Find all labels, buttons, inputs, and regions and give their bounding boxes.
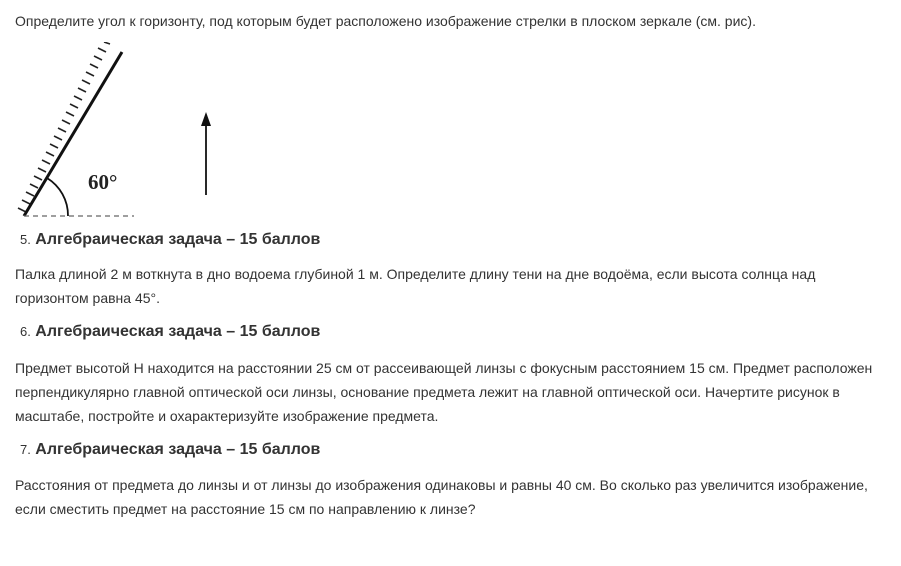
task-5-text: Палка длиной 2 м воткнута в дно водоема глубиной 1 м. Определите длину тени на дне водоёма, если высота солнца над горизонтом равна 45°. — [15, 266, 816, 306]
task-5-heading — [20, 230, 320, 250]
task-5-number: 5. — [20, 232, 31, 247]
angle-label: 60° — [88, 170, 118, 194]
task-5-title: Алгебраическая задача – 15 баллов — [35, 231, 321, 248]
intro-text: Определите угол к горизонту, под которым будет расположено изображение стрелки в плоском зеркале (см. рис). — [15, 13, 756, 29]
task-6-text: Предмет высотой Н находится на расстоянии 25 см от рассеивающей линзы с фокусным расстоянием 15 см. Предмет расположен перпендикулярно главной оптической оси линзы, основание предмета лежит на главной оптической оси. Начертите рисунок в масштабе, постройте и охарактеризуйте изображение предмета. — [15, 360, 873, 424]
task-6-title: Алгебраическая задача – 15 баллов — [35, 323, 321, 340]
angle-arc — [47, 178, 68, 216]
task-7-heading — [20, 440, 320, 460]
task-7-text: Расстояния от предмета до линзы и от линзы до изображения одинаковы и равны 40 см. Во сколько раз увеличится изображение, если сместить предмет на расстояние 15 см по направлению к линзе? — [15, 477, 868, 517]
task-6-number: 6. — [20, 324, 31, 339]
task-7-title: Алгебраическая задача – 15 баллов — [35, 441, 321, 458]
mirror-figure — [10, 42, 230, 222]
arrow-object — [201, 112, 211, 195]
task-7-number: 7. — [20, 442, 31, 457]
task-6-heading — [20, 322, 320, 342]
mirror-diagram — [10, 42, 230, 222]
